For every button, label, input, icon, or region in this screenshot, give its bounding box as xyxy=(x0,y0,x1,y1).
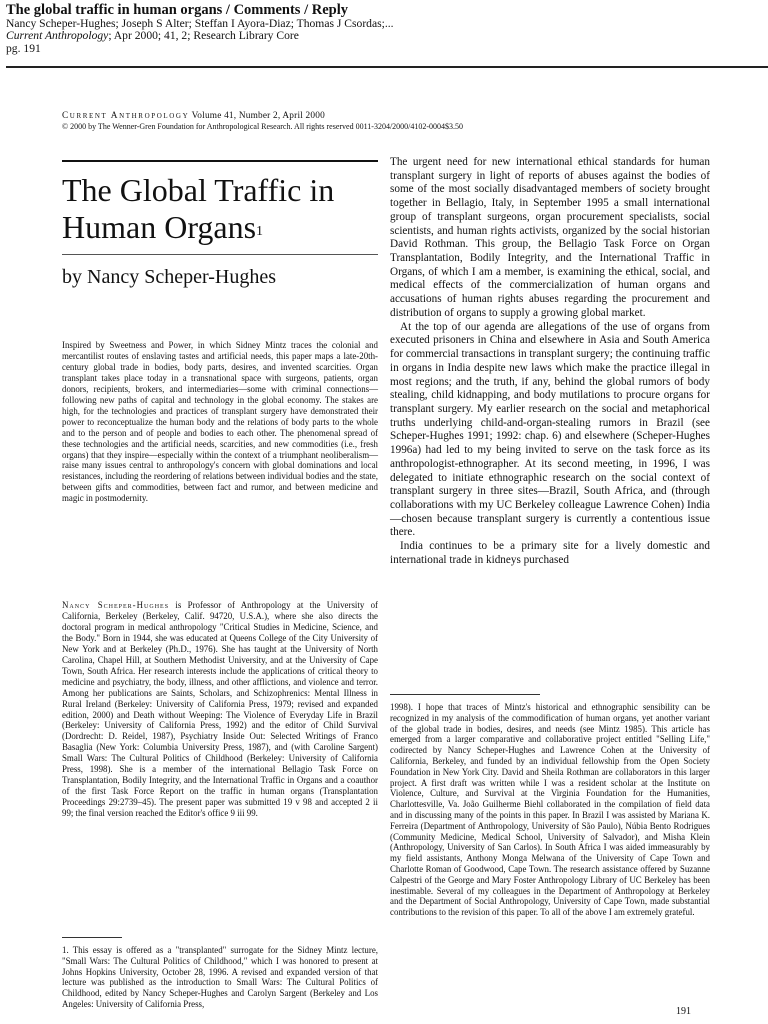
document-header xyxy=(6,3,762,55)
title-footnote-mark: 1 xyxy=(256,224,264,239)
bio-author-name: Nancy Scheper-Hughes xyxy=(62,600,170,610)
footnote-rule-left xyxy=(62,937,122,938)
body-paragraph: The urgent need for new international ethical standards for human transplant surgery in light of reports of abuses against the bodies of some of the most socially disadvantaged members of society brought together in Bellagio, Italy, in September 1995 a small international group of transplant surgeons, organ procurement specialists, social scientists, and human rights activists, organized by the social historian David Rothman. This group, the Bellagio Task Force on Organ Transplantation, Bodily Integrity, and the International Traffic in Organs, of which I am a member, is examining the ethical, social, and medical effects of the commercialization of human organs and accusations of human rights abuses regarding the procurement and distribution of organs to supply a growing global market. xyxy=(390,156,710,319)
journal-volume: Volume 41, Number 2, April 2000 xyxy=(191,111,325,121)
page-number: 191 xyxy=(676,1006,691,1017)
abstract: Inspired by Sweetness and Power, in which Sidney Mintz traces the colonial and mercantilist routes of enslaving tastes and artificial needs, this paper maps a late-20th-century global trade in bodies, body parts, desires, and invented scarcities. Organ transplant takes place today in a transnational space with surgeons, patients, organ donors, recipients, brokers, and intermediaries—some with criminal connections—following new paths of capital and technology in the global economy. The stakes are high, for the technologies and practices of transplant surgery have demonstrated their power to reconceptualize the human body and the relations of body parts to the whole and to the person and of people and bodies to each other. The phenomenal spread of these technologies and the artificial needs, scarcities, and new commodities (i.e., fresh organs) that they inspire—especially within the context of a triumphant neoliberalism—raise many issues central to anthropology's concern with global dominations and local resistances, including the reordering of relations between individual bodies and the state, between gifts and commodities, between fact and rumor, and between medicine and magic in postmodernity. xyxy=(62,340,378,504)
journal-name: Current Anthropology xyxy=(62,111,190,121)
source-details: ; Apr 2000; 41, 2; Research Library Core xyxy=(108,30,299,43)
body-paragraph: At the top of our agenda are allegations of the use of organs from executed prisoners in China and elsewhere in Asia and South America for commercial transactions in transplant surgery; the continuing traffic in organs in India despite new laws which make the practice illegal in most regions; and the truth, if any, behind the global rumors of body stealing, child kidnapping, and body mutilations to procure organs for transplant surgery. My earlier research on the social and metaphorical truths underlying child-and-organ-stealing rumors in Brazil (see Scheper-Hughes 1991; 1992: chap. 6) and elsewhere (Scheper-Hughes 1996a) had led to my being invited to serve on the task force as its anthropologist-ethnographer. At its second meeting, in 1996, I was delegated to initiate ethnographic research on the social context of transplant surgery in three sites—Brazil, South Africa, and (through collaborations with my UC Berkeley colleague Lawrence Cohen) India—chosen because transplant surgery is currently a contentious issue there. xyxy=(390,320,710,539)
document-title: The global traffic in human organs / Comments / Reply xyxy=(6,2,348,18)
document-page: pg. 191 xyxy=(6,42,41,55)
byline-rule xyxy=(62,254,378,255)
journal-copyright: © 2000 by The Wenner-Gren Foundation for Anthropological Research. All rights reserved 0011-3204/2000/4102-0004$3.50 xyxy=(62,122,464,131)
header-divider xyxy=(6,66,768,68)
title-line-2: Human Organs xyxy=(62,209,257,245)
body-paragraph: India continues to be a primary site for a lively domestic and international trade in kidneys purchased xyxy=(390,540,710,566)
author-bio xyxy=(62,600,378,819)
source-journal: Current Anthropology xyxy=(6,30,109,43)
document-source xyxy=(6,30,762,42)
article-byline: by Nancy Scheper-Hughes xyxy=(62,266,276,288)
footnote-1: 1. This essay is offered as a "transplanted" surrogate for the Sidney Mintz lecture, "Small Wars: The Cultural Politics of Childhood," which I was honored to present at Johns Hopkins University, October 28, 1996. A revised and expanded version of that lecture was published as the introduction to Small Wars: The Cultural Politics of Childhood, edited by Nancy Scheper-Hughes and Carolyn Sargent (Berkeley and Los Angeles: University of California Press, xyxy=(62,945,378,1009)
footnote-1-continued: 1998). I hope that traces of Mintz's historical and ethnographic sensibility can be recognized in my analysis of the commodification of human organs, yet another variant of the global trade in bodies, desires, and needs (see Mintz 1985). This article has emerged from a larger comparative and collaborative project entitled "Selling Life," codirected by Nancy Scheper-Hughes and Lawrence Cohen at the University of California, Berkeley, and funded by an individual fellowship from the Open Society Foundation in New York City. David and Sheila Rothman are collaborators in this larger project. A first draft was written while I was a resident scholar at the Institute on Violence, Culture, and Survival at the Virginia Foundation for the Humanities, Charlottesville, Va. João Guilherme Biehl collaborated in the compilation of field data and in discussing many of the points in this paper. In Brazil I was assisted by Mariana K. Ferreira (Department of Anthropology, University of São Paulo), Núbia Bento Rodrigues (Community Medicine, Medical School, University of Salvador), and Misha Klein (Anthropology, University of San Carlos). In South Africa I was aided immeasurably by my field assistants, Anthony Monga Melwana of the University of Cape Town and Charlotte Roman of Goodwood, Cape Town. The research assistance offered by Suzanne Calpestri of the George and Mary Foster Anthropology Library of UC Berkeley has been inestimable. Several of my colleagues in the Department of Anthropology at Berkeley and the Department of Social Anthropology, University of Cape Town, made substantial contributions to the revision of this paper. To all of the above I am extremely grateful. xyxy=(390,702,710,918)
document-authors: Nancy Scheper-Hughes; Joseph S Alter; Steffan I Ayora-Diaz; Thomas J Csordas;... xyxy=(6,18,394,30)
body-column xyxy=(390,156,710,568)
footnote-rule-right xyxy=(390,694,540,695)
article-title xyxy=(62,172,378,246)
journal-info xyxy=(62,111,722,132)
title-block xyxy=(62,160,378,289)
title-line-1: The Global Traffic in xyxy=(62,172,335,208)
title-rule xyxy=(62,160,378,162)
bio-text: is Professor of Anthropology at the University of California, Berkeley (Berkeley, Calif. 94720, U.S.A.), where she also directs the doctoral program in medical anthropology "Critical Studies in Medicine, Science, and the Body." Born in 1944, she was educated at Queens College of the City University of New York and at Berkeley (Ph.D., 1976). She has taught at the University of North Carolina, Chapel Hill, at Southern Methodist University, and at the University of Cape Town, South Africa. Her research interests include the applications of critical theory to medicine and psychiatry, the body, illness, and other afflictions, and violence and terror. Among her publications are Saints, Scholars, and Schizophrenics: Mental Illness in Rural Ireland (Berkeley: University of California Press, 1979; revised and expanded edition, 2000) and Death without Weeping: The Violence of Everyday Life in Brazil (Berkeley: University of California Press, 1992) and the editor of Child Survival (Dordrecht: D. Reidel, 1987), Psychiatry Inside Out: Selected Writings of Franco Basaglia (New York: Columbia University Press, 1987), and (with Caroline Sargent) Small Wars: The Cultural Politics of Childhood (Berkeley: University of California Press, 1998). She is a member of the international Bellagio Task Force on Transplantation, Bodily Integrity, and the International Traffic in Organs and a coauthor of the first Task Force Report on the traffic in human organs (Transplantation Proceedings 29:2739–45). The present paper was submitted 19 v 98 and accepted 2 ii 99; the final version reached the Editor's office 9 iii 99. xyxy=(62,600,379,819)
